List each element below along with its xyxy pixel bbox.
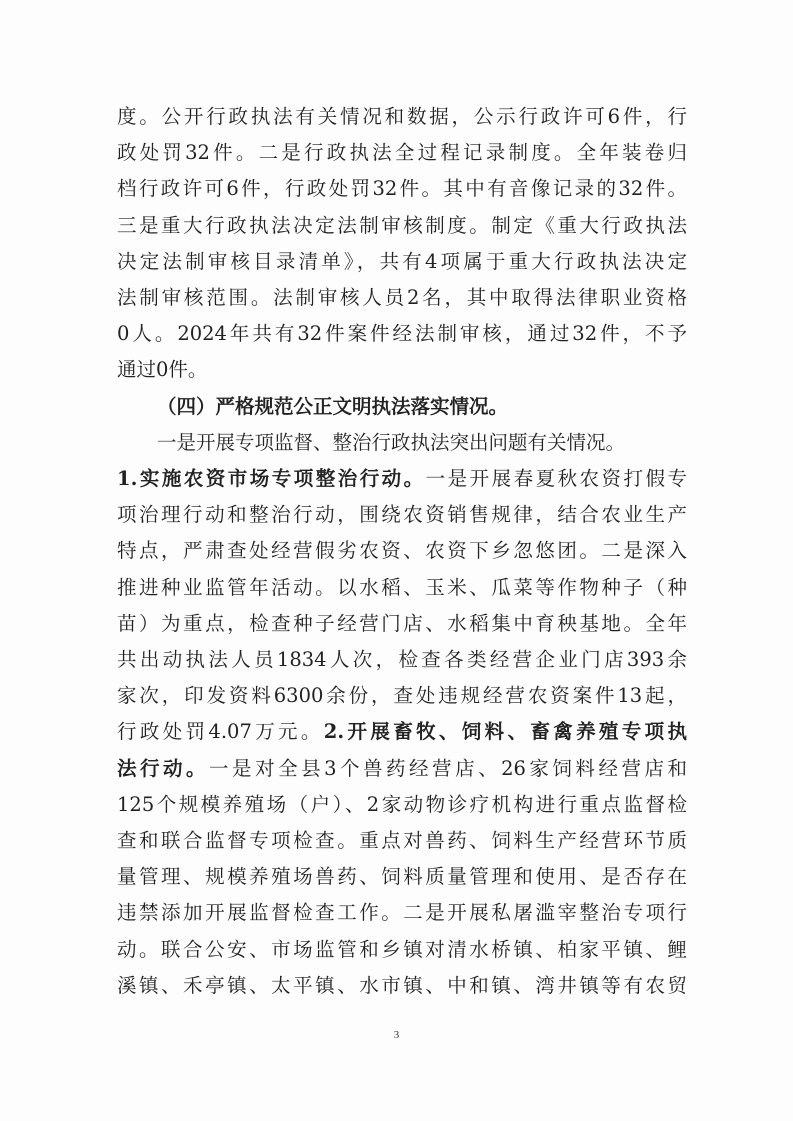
section-heading: （四）严格规范公正文明执法落实情况。 (157, 394, 509, 418)
subheading-2: 2.开展畜牧、饲料、畜禽养殖专项执 (323, 720, 687, 744)
text-line-22: 量管理、规模养殖场兽药、饲料质量管理和使用、是否存在 (117, 865, 687, 889)
text-line-1: 度。公开行政执法有关情况和数据，公示行政许可6件，行 (117, 105, 687, 128)
text-line-17: 家次，印发资料6300余份，查处违规经营农资案件13起， (117, 684, 687, 708)
text-line-5: 决定法制审核目录清单》，共有4项属于重大行政执法决定 (117, 249, 687, 273)
text-line-13: 特点，严肃查处经营假劣农资、农资下乡忽悠团。二是深入 (117, 539, 687, 563)
text-line-2: 政处罚32件。二是行政执法全过程记录制度。全年装卷归 (117, 141, 687, 165)
text-line-7: 0人。2024年共有32件案件经法制审核，通过32件，不予 (117, 322, 687, 346)
text-line-8: 通过0件。 (117, 358, 208, 382)
text-line-12: 项治理行动和整治行动，围绕农资销售规律，结合农业生产 (117, 503, 687, 527)
text-line-20: 125个规模养殖场（户）、2家动物诊疗机构进行重点监督检 (117, 792, 687, 816)
text-line-25: 溪镇、禾亭镇、太平镇、水市镇、中和镇、湾井镇等有农贸 (117, 973, 687, 997)
text-line-24: 动。联合公安、市场监管和乡镇对清水桥镇、柏家平镇、鲤 (117, 937, 687, 961)
text-line-11: 1.实施农资市场专项整治行动。一是开展春夏秋农资打假专 (117, 467, 687, 490)
text-line-15: 苗）为重点，检查种子经营门店、水稻集中育秧基地。全年 (117, 611, 687, 635)
text-line-4: 三是重大行政执法决定法制审核制度。制定《重大行政执法 (117, 213, 687, 237)
text-line-6: 法制审核范围。法制审核人员2名，其中取得法律职业资格 (117, 286, 687, 309)
text-line-3: 档行政许可6件，行政处罚32件。其中有音像记录的32件。 (117, 177, 687, 201)
text-line-14: 推进种业监管年活动。以水稻、玉米、瓜菜等作物种子（种 (117, 575, 687, 599)
text-line-10: 一是开展专项监督、整治行政执法突出问题有关情况。 (157, 430, 626, 454)
page-number: 3 (393, 1029, 400, 1041)
text-line-23: 违禁添加开展监督检查工作。二是开展私屠滥宰整治专项行 (117, 901, 687, 925)
subheading-2-cont: 法行动。 (117, 756, 210, 780)
subheading-1: 1.实施农资市场专项整治行动。 (117, 467, 426, 490)
text-line-19: 法行动。一是对全县3个兽药经营店、26家饲料经营店和 (117, 756, 687, 780)
text-line-18: 行政处罚4.07万元。2.开展畜牧、饲料、畜禽养殖专项执 (117, 720, 687, 744)
text-line-16: 共出动执法人员1834人次，检查各类经营企业门店393余 (117, 648, 687, 671)
text-line-21: 查和联合监督专项检查。重点对兽药、饲料生产经营环节质 (117, 829, 687, 852)
